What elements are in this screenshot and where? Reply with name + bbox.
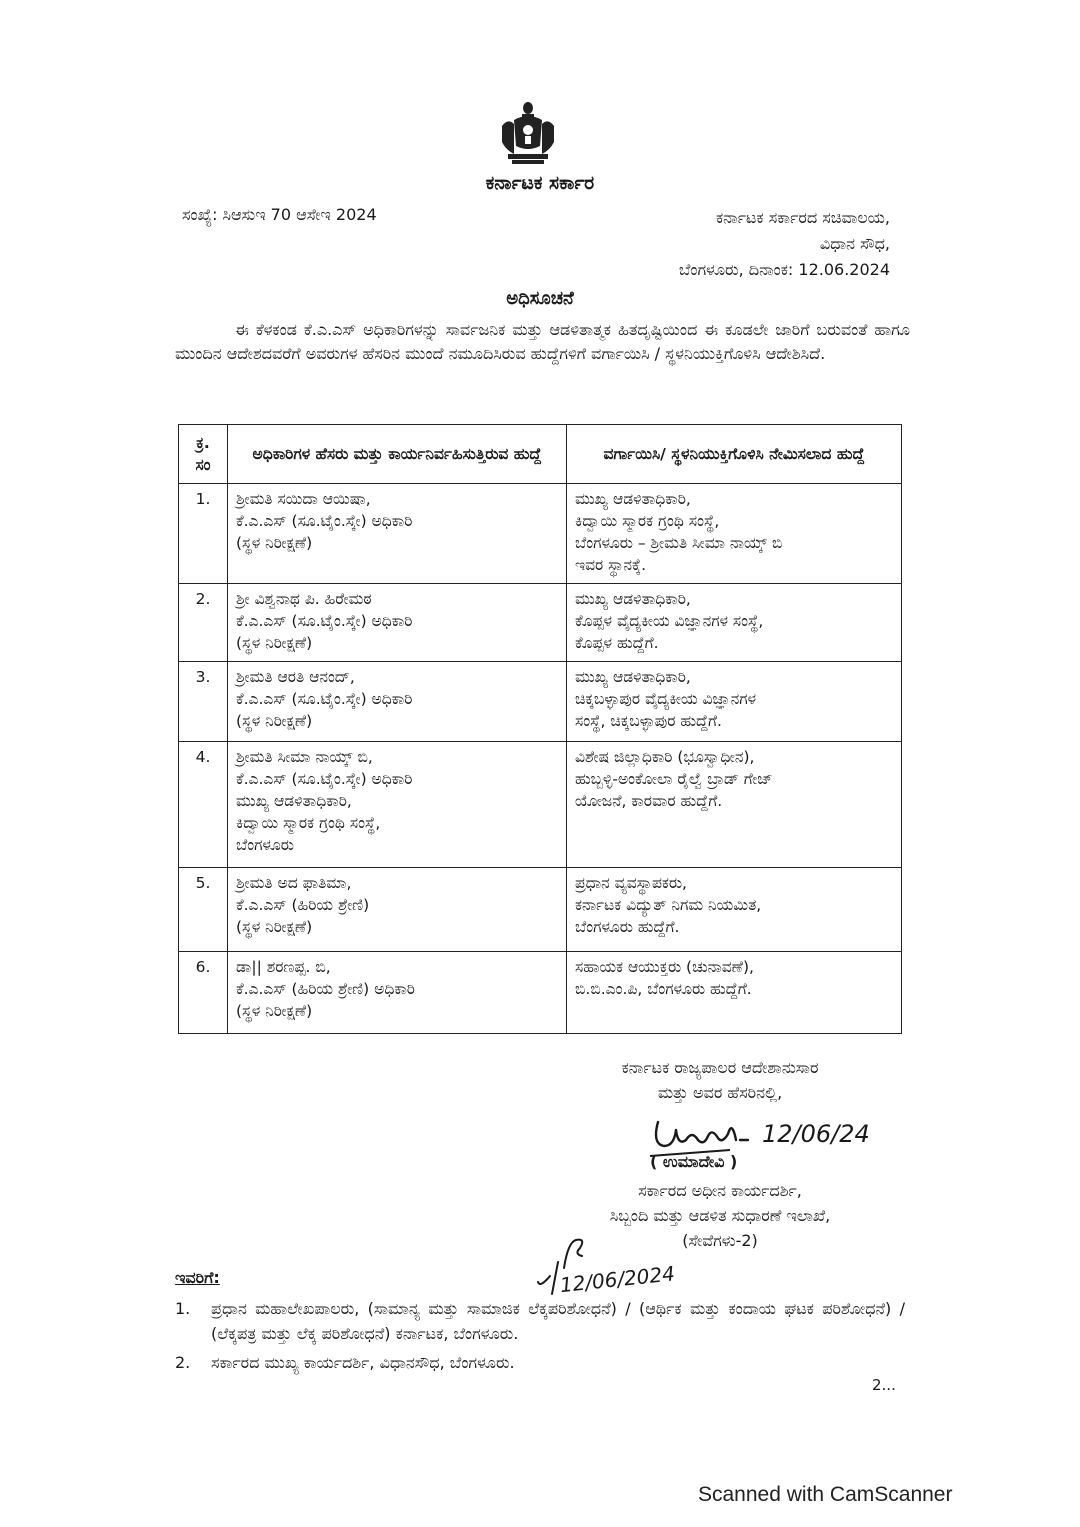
address-line-2: ವಿಧಾನ ಸೌಧ, — [819, 234, 890, 253]
row-number: 6. — [179, 952, 228, 1034]
row-number: 5. — [179, 868, 228, 952]
list-item-text: ಸರ್ಕಾರದ ಮುಖ್ಯ ಕಾರ್ಯದರ್ಶಿ, ವಿಧಾನಸೌಧ, ಬೆಂಗಳೂರು. — [211, 1353, 515, 1372]
new-posting: ಮುಖ್ಯ ಆಡಳಿತಾಧಿಕಾರಿ, ಚಿಕ್ಕಬಳ್ಳಾಪುರ ವೈದ್ಯಕೀಯ ವಿಜ್ಞಾನಗಳ ಸಂಸ್ಥೆ, ಚಿಕ್ಕಬಳ್ಳಾಪುರ ಹುದ್ದೆಗೆ. — [567, 662, 902, 742]
officer-details: ಶ್ರೀ ವಿಶ್ವನಾಥ ಪಿ. ಹಿರೇಮಠ ಕೆ.ಎ.ಎಸ್ (ಸೂ.ಟೈಂ.ಸ್ಕೇ) ಅಧಿಕಾರಿ (ಸ್ಥಳ ನಿರೀಕ್ಷಣೆ) — [228, 584, 567, 662]
page-number: 2... — [872, 1376, 896, 1394]
table-header-row — [179, 425, 902, 484]
transfer-table — [178, 424, 902, 1034]
list-item-text: ಪ್ರಧಾನ ಮಹಾಲೇಖಪಾಲರು, (ಸಾಮಾನ್ಯ ಮತ್ತು ಸಾಮಾಜಿಕ ಲೆಕ್ಕಪರಿಶೋಧನೆ) / (ಆರ್ಥಿಕ ಮತ್ತು ಕಂದಾಯ ಘಟಕ ಪರಿಶೋಧನೆ) / (ಲೆಕ್ಕಪತ್ರ ಮತ್ತು ಲೆಕ್ಕ ಪರಿಶೋಧನೆ) ಕರ್ನಾಟಕ, ಬೆಂಗಳೂರು. — [211, 1299, 905, 1343]
new-posting: ಮುಖ್ಯ ಆಡಳಿತಾಧಿಕಾರಿ, ಕಿದ್ವಾಯಿ ಸ್ಮಾರಕ ಗ್ರಂಥಿ ಸಂಸ್ಥೆ, ಬೆಂಗಳೂರು – ಶ್ರೀಮತಿ ಸೀಮಾ ನಾಯ್ಕ್ ಬಿ ಇವರ ಸ್ಥಾನಕ್ಕೆ. — [567, 484, 902, 584]
officer-details: ಶ್ರೀಮತಿ ಸೀಮಾ ನಾಯ್ಕ್ ಬಿ, ಕೆ.ಎ.ಎಸ್ (ಸೂ.ಟೈಂ.ಸ್ಕೇ) ಅಧಿಕಾರಿ ಮುಖ್ಯ ಆಡಳಿತಾಧಿಕಾರಿ, ಕಿದ್ವಾಯಿ ಸ್ಮಾರಕ ಗ್ರಂಥಿ ಸಂಸ್ಥೆ, ಬೆಂಗಳೂರು — [228, 742, 567, 868]
address-line-3: ಬೆಂಗಳೂರು, ದಿನಾಂಕ: 12.06.2024 — [678, 260, 890, 279]
officer-details: ಶ್ರೀಮತಿ ಸಯಿದಾ ಆಯಿಷಾ, ಕೆ.ಎ.ಎಸ್ (ಸೂ.ಟೈಂ.ಸ್ಕೇ) ಅಧಿಕಾರಿ (ಸ್ಥಳ ನಿರೀಕ್ಷಣೆ) — [228, 484, 567, 584]
table-row — [179, 952, 902, 1034]
row-number: 2. — [179, 584, 228, 662]
row-number: 4. — [179, 742, 228, 868]
header-posting: ವರ್ಗಾಯಿಸಿ/ ಸ್ಥಳನಿಯುಕ್ತಿಗೊಳಿಸಿ ನೇಮಿಸಲಾದ ಹುದ್ದೆ — [567, 425, 902, 484]
notification-body: ಈ ಕೆಳಕಂಡ ಕೆ.ಎ.ಎಸ್ ಅಧಿಕಾರಿಗಳನ್ನು ಸಾರ್ವಜನಿಕ ಮತ್ತು ಆಡಳಿತಾತ್ಮಕ ಹಿತದೃಷ್ಟಿಯಿಂದ ಈ ಕೂಡಲೇ ಜಾರಿಗೆ ಬರುವಂತೆ ಹಾಗೂ ಮುಂದಿನ ಆದೇಶದವರೆಗೆ ಅವರುಗಳ ಹೆಸರಿನ ಮುಂದೆ ನಮೂದಿಸಿರುವ ಹುದ್ದೆಗಳಿಗೆ ವರ್ಗಾಯಿಸಿ / ಸ್ಥಳನಿಯುಕ್ತಿಗೊಳಿಸಿ ಆದೇಶಿಸಿದೆ. — [175, 320, 910, 363]
signatory-name: ( ಉಮಾದೇವಿ ) — [650, 1152, 738, 1171]
handwritten-initials — [530, 1232, 720, 1298]
table-row — [179, 584, 902, 662]
new-posting: ಮುಖ್ಯ ಆಡಳಿತಾಧಿಕಾರಿ, ಕೊಪ್ಪಳ ವೈದ್ಯಕೀಯ ವಿಜ್ಞಾನಗಳ ಸಂಸ್ಥೆ, ಕೊಪ್ಪಳ ಹುದ್ದೆಗೆ. — [567, 584, 902, 662]
designation-line-2: ಸಿಬ್ಬಂದಿ ಮತ್ತು ಆಡಳಿತ ಸುಧಾರಣೆ ಇಲಾಖೆ, — [609, 1206, 831, 1225]
header-officer: ಅಧಿಕಾರಿಗಳ ಹೆಸರು ಮತ್ತು ಕಾರ್ಯನಿರ್ವಹಿಸುತ್ತಿರುವ ಹುದ್ದೆ — [228, 425, 567, 484]
copy-to-label: ಇವರಿಗೆ: — [175, 1268, 220, 1287]
copy-to-list — [175, 1296, 905, 1379]
order-line-1: ಕರ್ನಾಟಕ ರಾಜ್ಯಪಾಲರ ಆದೇಶಾನುಸಾರ — [621, 1058, 819, 1077]
government-name: ಕರ್ನಾಟಕ ಸರ್ಕಾರ — [485, 172, 595, 194]
row-number: 1. — [179, 484, 228, 584]
list-item — [175, 1296, 905, 1346]
officer-details: ಡಾ|| ಶರಣಪ್ಪ. ಬಿ, ಕೆ.ಎ.ಎಸ್ (ಹಿರಿಯ ಶ್ರೇಣಿ) ಅಧಿಕಾರಿ (ಸ್ಥಳ ನಿರೀಕ್ಷಣೆ) — [228, 952, 567, 1034]
new-posting: ವಿಶೇಷ ಜಿಲ್ಲಾಧಿಕಾರಿ (ಭೂಸ್ವಾಧೀನ), ಹುಬ್ಬಳ್ಳಿ-ಅಂಕೋಲಾ ರೈಲ್ವೆ ಬ್ರಾಡ್ ಗೇಜ್ ಯೋಜನೆ, ಕಾರವಾರ ಹುದ್ದೆಗೆ. — [567, 742, 902, 868]
table-row — [179, 742, 902, 868]
scanner-watermark: Scanned with CamScanner — [698, 1483, 953, 1506]
signature-date: 12/06/24 — [762, 1120, 870, 1148]
initials-date: 12/06/2024 — [558, 1261, 676, 1298]
designation-line-1: ಸರ್ಕಾರದ ಅಧೀನ ಕಾರ್ಯದರ್ಶಿ, — [638, 1181, 802, 1200]
order-line-2: ಮತ್ತು ಅವರ ಹೆಸರಿನಲ್ಲಿ, — [657, 1083, 783, 1102]
table-row — [179, 484, 902, 584]
officer-details: ಶ್ರೀಮತಿ ಅದ ಫಾತಿಮಾ, ಕೆ.ಎ.ಎಸ್ (ಹಿರಿಯ ಶ್ರೇಣಿ) (ಸ್ಥಳ ನಿರೀಕ್ಷಣೆ) — [228, 868, 567, 952]
new-posting: ಪ್ರಧಾನ ವ್ಯವಸ್ಥಾಪಕರು, ಕರ್ನಾಟಕ ವಿದ್ಯುತ್ ನಿಗಮ ನಿಯಮಿತ, ಬೆಂಗಳೂರು ಹುದ್ದೆಗೆ. — [567, 868, 902, 952]
office-address — [560, 205, 890, 283]
header-serial: ಕ್ರ. ಸಂ — [179, 425, 228, 484]
reference-number: ಸಂಖ್ಯೆ: ಸಿಆಸುಇ 70 ಆಸೇಇ 2024 — [182, 205, 377, 224]
list-item — [175, 1350, 905, 1375]
table-row — [179, 662, 902, 742]
list-item-number: 1. — [175, 1299, 191, 1318]
row-number: 3. — [179, 662, 228, 742]
new-posting: ಸಹಾಯಕ ಆಯುಕ್ತರು (ಚುನಾವಣೆ), ಬಿ.ಬಿ.ಎಂ.ಪಿ, ಬೆಂಗಳೂರು ಹುದ್ದೆಗೆ. — [567, 952, 902, 1034]
officer-details: ಶ್ರೀಮತಿ ಆರತಿ ಆನಂದ್, ಕೆ.ಎ.ಎಸ್ (ಸೂ.ಟೈಂ.ಸ್ಕೇ) ಅಧಿಕಾರಿ (ಸ್ಥಳ ನಿರೀಕ್ಷಣೆ) — [228, 662, 567, 742]
address-line-1: ಕರ್ನಾಟಕ ಸರ್ಕಾರದ ಸಚಿವಾಲಯ, — [715, 208, 890, 227]
notification-title: ಅಧಿಸೂಚನೆ — [506, 288, 574, 309]
karnataka-state-emblem-icon — [492, 98, 564, 170]
list-item-number: 2. — [175, 1353, 191, 1372]
designation-line-3: (ಸೇವೆಗಳು-2) — [682, 1231, 758, 1250]
table-row — [179, 868, 902, 952]
